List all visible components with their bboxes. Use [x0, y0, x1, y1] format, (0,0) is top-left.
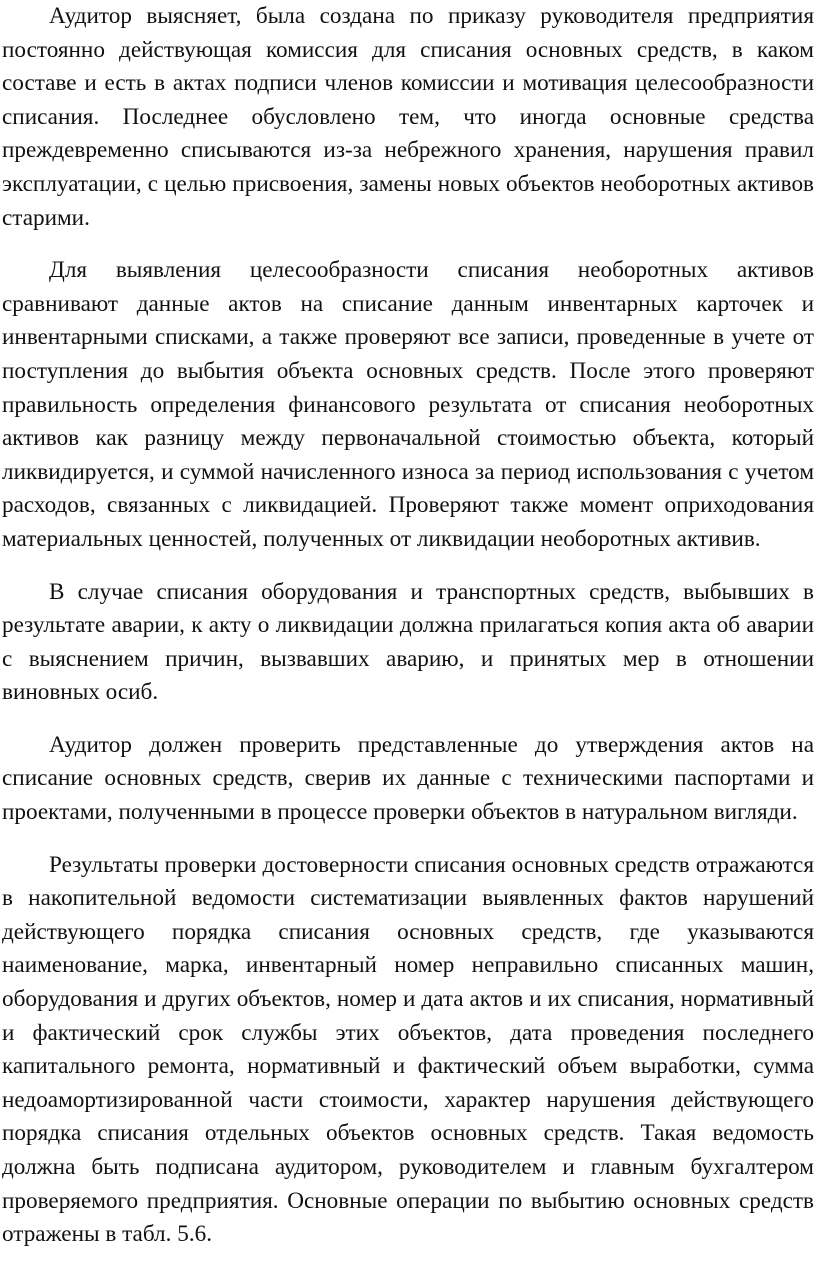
- paragraph-2: Для выявления целесообразности списания необоротных активов сравнивают данные актов на списание данным инвентарных карточек и инвентарными списками, а также проверяют все записи, проведенные в учете от поступления до выбытия объекта основных средств. После этого проверяют правильность определения финансового результата от списания необоротных активов как разницу между первоначальной стоимостью объекта, который ликвидируется, и суммой начисленного износа за период использования с учетом расходов, связанных с ликвидацией. Проверяют также момент оприходования материальных ценностей, полученных от ликвидации необоротных активив.: [2, 257, 814, 552]
- paragraph-5: Результаты проверки достоверности списания основных средств отражаются в накопительной ведомости систематизации выявленных фактов нарушений действующего порядка списания основных средств, где указываются наименование, марка, инвентарный номер неправильно списанных машин, оборудования и других объектов, номер и дата актов и их списания, нормативный и фактический срок службы этих объектов, дата проведения последнего капитального ремонта, нормативный и фактический объем выработки, сумма недоамортизированной части стоимости, характер нарушения действующего порядка списания отдельных объектов основных средств. Такая ведомость должна быть подписана аудитором, руководителем и главным бухгалтером проверяемого предприятия. Основные операции по выбытию основных средств отражены в табл. 5.6.: [2, 851, 814, 1248]
- paragraph-1: Аудитор выясняет, была создана по приказу руководителя предприятия постоянно действующая комиссия для списания основных средств, в каком составе и есть в актах подписи членов комиссии и мотивация целесообразности списания. Последнее обусловлено тем, что иногда основные средства преждевременно списываются из-за небрежного хранения, нарушения правил эксплуатации, с целью присвоения, замены новых объектов необоротных активов старими.: [2, 3, 814, 231]
- paragraph-4: Аудитор должен проверить представленные до утверждения актов на списание основных средств, сверив их данные с техническими паспортами и проектами, полученными в процессе проверки объектов в натуральном вигляди.: [2, 731, 814, 826]
- paragraph-3: В случае списания оборудования и транспортных средств, выбывших в результате аварии, к акту о ликвидации должна прилагаться копия акта об аварии с выяснением причин, вызвавших аварию, и принятых мер в отношении виновных осиб.: [2, 578, 814, 706]
- document-page: [2, 0, 814, 1252]
